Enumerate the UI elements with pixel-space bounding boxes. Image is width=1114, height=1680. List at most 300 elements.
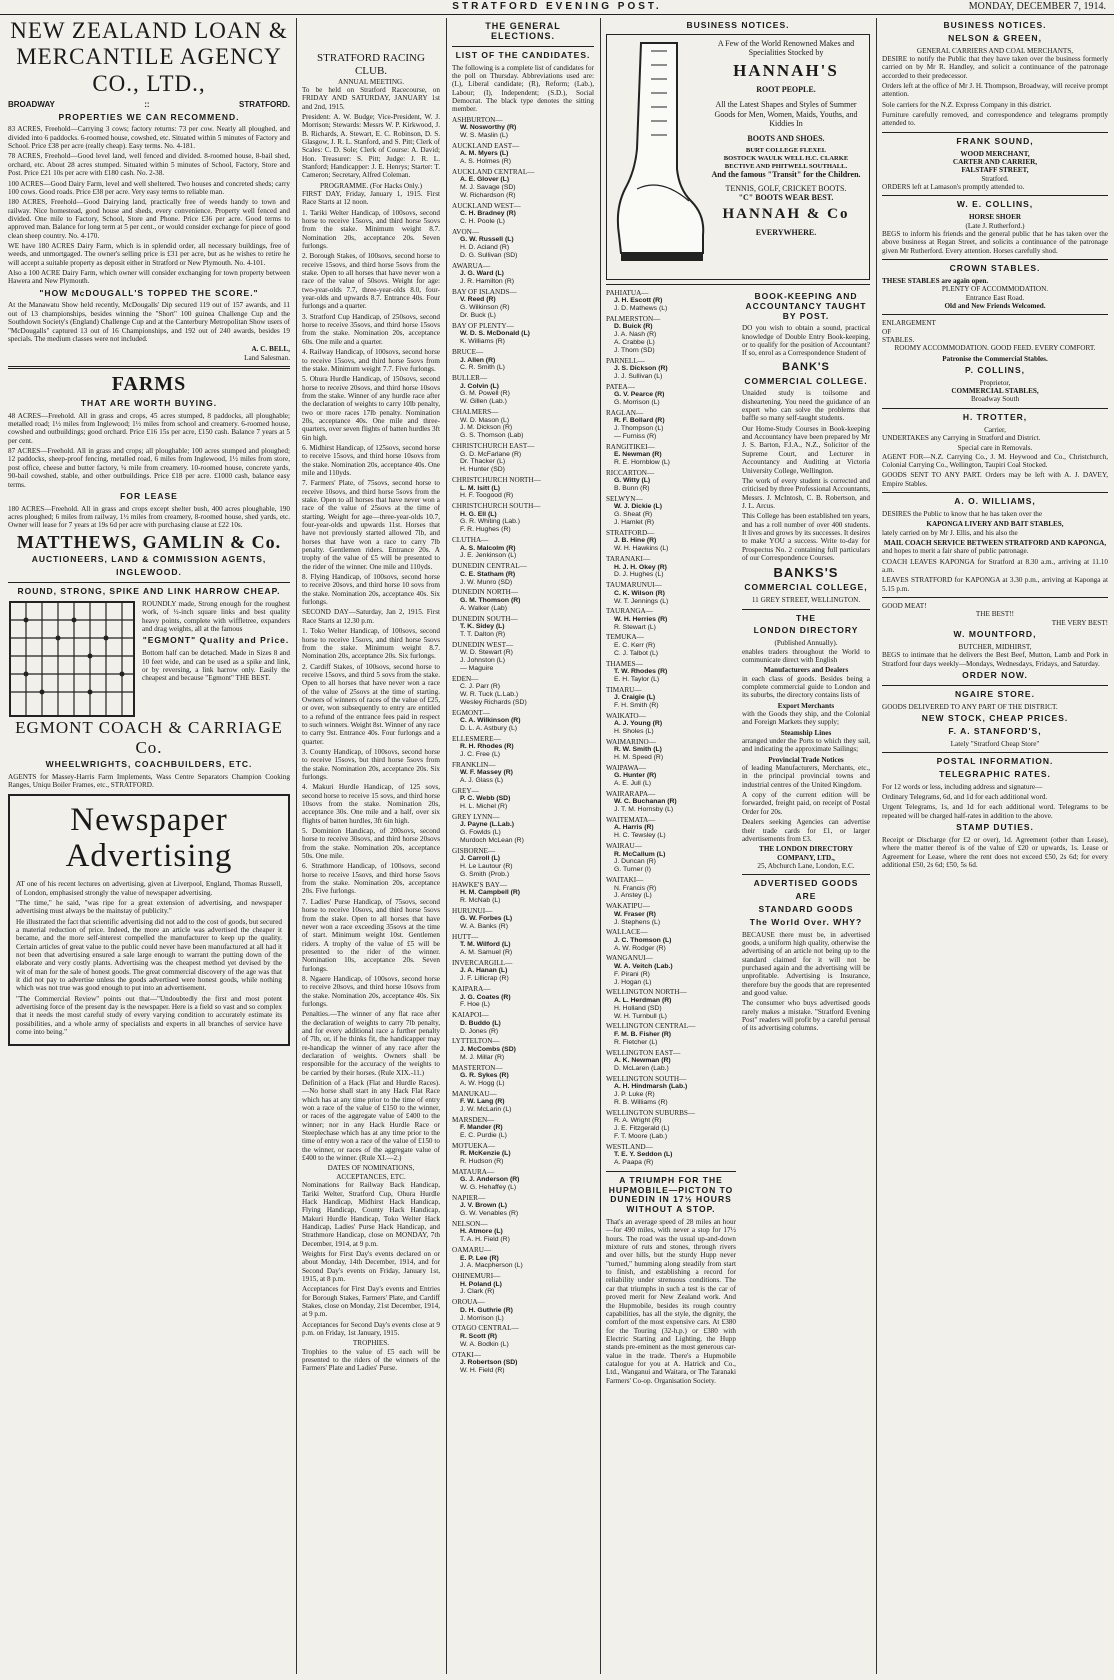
listing: WE have 180 ACRES Dairy Farm, which is in splendid order, all necessary buildings, free of weeds, and unmortgaged. The owner's selling price is £31 per acre, but as he wishes to retire he will accept a suitable property as deposit either in Stratford or New Plymouth. No. 4-101.	[8, 241, 290, 267]
electorate	[452, 374, 594, 406]
bookkeeping-text: The work of every student is corrected and criticised by three Professional Accountants, Messrs. J. McIntosh, C. B. Robertson, and J. L. Arcus.	[741, 476, 870, 510]
nz-loan-subhead: PROPERTIES WE CAN RECOMMEND.	[58, 111, 240, 122]
dates-text: Weights for First Day's events declared on or about Monday, 14th December, 1914, and for Second Day's events on Friday, January 1st, 1915, at 8 p.m.	[302, 1249, 440, 1283]
candidate: W. T. Jennings (L)	[614, 597, 669, 605]
race: 4. Makuri Hurdle Handicap, of 125 sovs, second horse to receive 15 sovs, and third horse 10sovs from the stake. Nomination 20s, acceptance 30s. One mile and a half, over six flights of batten hurdles, 3ft 6in high.	[302, 783, 440, 825]
divider	[882, 492, 1108, 493]
article-paragraph: "The time," he said, "was ripe for a great extension of advertising, and newspaper advertising must always be the mainstay of publicity."	[16, 898, 282, 916]
frank-sub: CARTER AND CARRIER,	[952, 158, 1038, 167]
electorate	[606, 1022, 736, 1046]
candidate: H. M. Speed (R)	[614, 754, 664, 762]
banks-name: BANKS'S	[773, 565, 839, 581]
boot-wear: "C" BOOTS WEAR BEST.	[738, 192, 834, 202]
electorate-name: PARNELL—	[606, 356, 645, 365]
electorate-name: WELLINGTON CENTRAL—	[606, 1022, 696, 1031]
candidate: B. Bunn (R)	[614, 485, 650, 493]
candidate: G. R. Sykes (R)	[460, 1071, 509, 1079]
candidate: J. Payne (L.Lab.)	[460, 821, 515, 829]
electorate-name: THAMES—	[606, 659, 643, 668]
electorate-name: WELLINGTON EAST—	[606, 1048, 681, 1057]
electorate-name: CLUTHA—	[452, 536, 489, 545]
newspaper-advertising-article	[8, 794, 290, 1047]
candidate: E. P. Lee (R)	[460, 1254, 499, 1262]
electorate-list	[606, 289, 736, 1167]
trotter-sub: Carrier,	[984, 425, 1006, 434]
electorate	[606, 581, 736, 605]
divider	[882, 314, 1108, 315]
electorate	[606, 529, 736, 553]
notice-text: lately carried on by Mr J. Ellis, and his also the	[882, 528, 1018, 537]
electorate	[452, 288, 594, 320]
electorate	[452, 1090, 594, 1114]
electorate	[452, 615, 594, 639]
electorate	[606, 790, 736, 814]
elections-sub: LIST OF THE CANDIDATES.	[455, 49, 591, 60]
candidate: J. Robertson (SD)	[460, 1358, 518, 1366]
column-rule	[600, 18, 601, 1674]
ld-address: 25, Abchurch Lane, London, E.C.	[757, 861, 855, 870]
candidate: G. M. Thomson (R)	[460, 596, 521, 604]
race: 3. Stratford Cup Handicap, of 250sovs, second horse to receive 35sovs, and third horse 15sovs from the stake. Nomination 20s, acceptance 60s. One mile and a quarter.	[302, 312, 440, 346]
candidate: J. R. Hamilton (R)	[460, 278, 515, 286]
electorate-name: PALMERSTON—	[606, 314, 661, 323]
candidate: W. S. Maslin (L)	[460, 132, 508, 140]
candidate: R. W. Smith (L)	[614, 746, 662, 754]
electorate	[606, 988, 736, 1020]
nz-loan-ad	[8, 18, 290, 362]
farms-title: FARMS	[111, 372, 187, 395]
candidate: J. V. Brown (L)	[460, 1202, 507, 1210]
electorate	[452, 1246, 594, 1270]
candidate: M. J. Savage (SD)	[460, 184, 516, 192]
frank-sub: WOOD MERCHANT,	[960, 149, 1030, 158]
electorate	[606, 1143, 736, 1167]
egmont-agents: AGENTS for Massey-Harris Farm Implements, Wass Centre Separators Champion Cooking Ranges, Uniqu Boiler Frames, etc., STRATFORD.	[8, 772, 290, 790]
hannah-brand: HANNAH'S	[733, 61, 839, 81]
electorate	[606, 383, 736, 407]
harrow-ad	[8, 587, 290, 790]
notice-text: Urgent Telegrams, 1s, and 1d for each additional word. Telegrams to be repeated will be charged half-rates in addition to the above.	[882, 803, 1108, 820]
candidate: W. Nosworthy (R)	[460, 124, 517, 132]
divider	[452, 46, 594, 47]
penalties: Penalties.—The winner of any flat race after the declaration of weights to carry 7lb penalty, and for every additional race a further penalty of 7lb, or, if he thinks fit, the handicapper may re-handicap the winner of any race after the declaration of weights. Owners shall be responsible for the accuracy of the weights to be carried by their horses. (Rule XIX.-11.)	[302, 1010, 440, 1077]
candidate: J. Colvin (L)	[460, 382, 499, 390]
advertised-text: BECAUSE there must be, in advertised goods, a uniform high quality, otherwise the advertising of an article not being up to the standard claimed for it will not be purchased again and the advertising will be unprofitable. Advertising is Insurance, therefore buy the goods that are represented and good value.	[741, 930, 870, 998]
candidate: R. H. Rhodes (R)	[460, 742, 514, 750]
candidate: F. Pirani (R)	[614, 970, 650, 978]
candidate: D. Buick (R)	[614, 323, 653, 331]
mcdougall-text: At the Manawatu Show held recently, McDougalls' Dip secured 119 out of 157 awards, and 11 out of 13 championships, besides winning the "Short" 100 guinea Challenge Cup and the Southdown Society's (England) Challenge Cup and at the Canterbury Metropolitan Show users of "McDougalls" captured 13 out of 16 Championships, and 192 out of 240 awards, besides 19 specials. The medium classes were not included.	[8, 301, 290, 343]
harrow-quality: "EGMONT" Quality and Price.	[142, 635, 290, 646]
candidate: F. Hoe (L)	[460, 1001, 490, 1009]
day-head: SECOND DAY—Saturday, Jan 2, 1915. First Race Starts at 12.30 p.m.	[302, 608, 440, 625]
ld-text: of leading Manufacturers, Merchants, etc., in the principal provincial towns and industrial centres of the United Kingdom.	[741, 764, 870, 789]
electorate-name: WELLINGTON SOUTH—	[606, 1074, 687, 1083]
electorate	[606, 1109, 736, 1141]
bookkeeping-text: Our Home-Study Courses in Book-keeping and Accountancy have been prepared by Mr J. S. Barton, F.I.A., N.Z., Solicitor of the Supreme Court, and Lecturer in Accountancy and Auditing at Victoria University College, Wellington.	[741, 424, 870, 475]
candidate: H. Hunter (SD)	[460, 466, 505, 474]
racing-text: To be held on Stratford Racecourse, on FRIDAY AND SATURDAY, JANUARY 1st and 2nd, 1915.	[302, 85, 440, 111]
notice-text: DESIRE to notify the Public that they have taken over the business formerly carried on by Mr R. Handley, and solicit a continuance of the patronage accorded to their predecessor.	[882, 55, 1108, 80]
electorate-name: OTAKI—	[452, 1350, 481, 1359]
business-notices-head: BUSINESS NOTICES.	[686, 20, 790, 30]
candidate: J. Allen (R)	[460, 356, 496, 364]
mountford-sub: BUTCHER, MIDHIRST,	[958, 642, 1032, 651]
notice-text: For 12 words or less, including address and signature—	[882, 782, 1043, 791]
race: 2. Borough Stakes, of 100sovs, second horse to receive 15sovs, and third horse 5sovs from the stake. Open to all horses that have never won a race of the value of 50sovs. Weight for age: two-year-olds 7.7, three-year-olds 8.0, four-year-olds and upwards 8.7. Entrance 40s. Four furlongs and a quarter.	[302, 252, 440, 311]
candidate: H. Atmore (L)	[460, 1228, 503, 1236]
frank-name: FRANK SOUND,	[956, 135, 1034, 146]
electorate	[606, 876, 736, 900]
electorate-name: GREY—	[452, 786, 479, 795]
race: 4. Railway Handicap, of 100sovs, second horse to receive 15sovs, and third horse 5sovs from the stake. Minimum weight 7.7. Five furlongs.	[302, 348, 440, 373]
electorate-name: OHINEMURI—	[452, 1272, 501, 1281]
candidate: R. A. Wright (R)	[614, 1116, 662, 1124]
electorate-name: CHRISTCHURCH NORTH—	[452, 476, 541, 485]
electorate	[452, 675, 594, 707]
mountford-name: W. MOUNTFORD,	[953, 629, 1037, 640]
candidate: J. A. Macpherson (L)	[460, 1262, 523, 1270]
race: 8. Flying Handicap, of 100sovs, second horse to receive 20sovs, and third horse 10 sovs from the stake. Nomination 20s, acceptance 40s. Six furlongs.	[302, 573, 440, 607]
electorate-name: EDEN—	[452, 674, 479, 683]
candidate: J. H. Escott (R)	[614, 297, 663, 305]
candidate: W. D. S. McDonald (L)	[460, 330, 530, 338]
candidate: J. F. Lillicrap (R)	[460, 975, 509, 983]
candidate: G. W. Russell (L)	[460, 236, 514, 244]
candidate: T. M. Wilford (L)	[460, 941, 511, 949]
boot-boots: BOOTS AND SHOES.	[747, 134, 825, 144]
column-4	[602, 18, 874, 1674]
race: 5. Ohura Hurdle Handicap, of 150sovs, second horse to receive 20sovs, and third horse 10sovs from the stake. Winner of any hurdle race after the declaration of weights to carry 10lb penalty, two or more races 17lb penalty. Nomination 20s, acceptance 40s. One mile and three-quarters, over seven flights of batten hurdles 3ft 6in high.	[302, 375, 440, 442]
notice-text: Furniture carefully removed, and correspondence and telegrams promptly attended to.	[882, 111, 1108, 128]
candidate: F. Mander (R)	[460, 1124, 503, 1132]
candidate: G. Hunter (R)	[614, 772, 657, 780]
candidate: T. W. Rhodes (R)	[614, 667, 668, 675]
candidate: H. Sholes (L)	[614, 727, 654, 735]
electorate-name: OTAGO CENTRAL—	[452, 1324, 519, 1333]
electorate	[606, 660, 736, 684]
candidate: D. Buddo (L)	[460, 1019, 501, 1027]
banks-college: COMMERCIAL COLLEGE,	[744, 582, 868, 593]
divider	[882, 195, 1108, 196]
electorate	[606, 443, 736, 467]
electorate-name: BAY OF ISLANDS—	[452, 288, 517, 297]
electorate-name: HUTT—	[452, 933, 479, 942]
candidate: T. T. Dalton (R)	[460, 630, 506, 638]
business-notices-head: BUSINESS NOTICES.	[943, 20, 1047, 30]
notice-text: PLENTY OF ACCOMMODATION.	[941, 285, 1049, 294]
nz-loan-address	[8, 100, 290, 109]
electorate-name: BULLER—	[452, 374, 488, 383]
candidate: Dr. Thacker (L)	[460, 458, 506, 466]
divider	[8, 366, 290, 369]
nz-loan-title: NEW ZEALAND LOAN & MERCANTILE AGENCY CO., LTD.,	[10, 18, 288, 96]
candidate: C. E. Statham (R)	[460, 570, 516, 578]
candidate: J. A. Nash (R)	[614, 331, 657, 339]
trophies-text: Trophies to the value of £5 each will be presented to the riders of the winners of the Farmers' Plate and Ladies' Purse.	[302, 1347, 440, 1373]
candidate: T. K. Sidey (L)	[460, 622, 505, 630]
candidate: D. G. Sullivan (SD)	[460, 252, 518, 260]
collins-late: (Late J. Rutherford.)	[965, 221, 1025, 230]
notice-text: OF	[882, 327, 892, 336]
notice-text: Entrance East Road.	[965, 293, 1025, 302]
electorate-name: TIMARU—	[606, 685, 642, 694]
candidate: F. R. Hughes (R)	[460, 526, 511, 534]
candidate: A. Paapa (R)	[614, 1158, 654, 1166]
electorate-name: BRUCE—	[452, 348, 484, 357]
candidate: J. G. Ward (L)	[460, 270, 504, 278]
candidate: G. Turner (I)	[614, 866, 652, 874]
candidate: R. Scott (R)	[460, 1332, 498, 1340]
candidate: — Furniss (R)	[614, 433, 657, 441]
electorate	[606, 289, 736, 313]
commercial-stables: COMMERCIAL STABLES,	[951, 387, 1039, 396]
notice-text: MAIL COACH SERVICE BETWEEN STRATFORD AND KAPONGA,	[883, 538, 1107, 547]
electorate	[606, 928, 736, 952]
candidate: J. Clark (R)	[460, 1288, 495, 1296]
candidate: H. L. Michel (R)	[460, 803, 508, 811]
postal-head: POSTAL INFORMATION.	[936, 756, 1054, 767]
candidate: A. E. Jull (L)	[614, 780, 652, 788]
electorate	[606, 495, 736, 527]
candidate: A. S. Holmes (R)	[460, 158, 511, 166]
electorate	[452, 787, 594, 811]
electorate	[452, 202, 594, 226]
banks-college: COMMERCIAL COLLEGE.	[744, 375, 868, 386]
divider	[882, 597, 1108, 598]
electorate-name: NELSON—	[452, 1220, 488, 1229]
electorate-name: ASHBURTON—	[452, 115, 503, 124]
candidate: J. M. Dickson (R)	[460, 424, 513, 432]
candidate: H. J. H. Okey (R)	[614, 563, 667, 571]
electorate	[452, 933, 594, 957]
electorate-name: KAIAPOI—	[452, 1011, 489, 1020]
electorate-name: CHRISTCHURCH SOUTH—	[452, 502, 541, 511]
candidate: W. Fraser (R)	[614, 910, 656, 918]
commercial-address: Broadway South	[970, 395, 1020, 404]
electorate-name: MOTUEKA—	[452, 1141, 496, 1150]
electorate-name: CHRISTCHURCH EAST—	[452, 442, 535, 451]
candidate: A. H. Hindmarsh (Lab.)	[614, 1082, 688, 1090]
electorate	[452, 1142, 594, 1166]
electorate-name: INVERCARGILL—	[452, 959, 513, 968]
electorate	[452, 408, 594, 440]
electorate-name: FRANKLIN—	[452, 760, 496, 769]
candidate: Murdoch McLean (R)	[460, 837, 524, 845]
bookkeeping-text: DO you wish to obtain a sound, practical knowledge of Double Entry Book-keeping, or to qualify for the position of Accountant? If so, enrol as a Correspondence Student of	[741, 324, 870, 358]
stanford-sub: Lately "Stratford Cheap Store"	[950, 739, 1040, 748]
notice-text: THESE STABLES are again open.	[882, 276, 989, 285]
electorate-name: AUCKLAND EAST—	[452, 141, 520, 150]
electorate	[606, 712, 736, 736]
candidate: R. B. Williams (R)	[614, 1098, 668, 1106]
race: 1. Toko Welter Handicap, of 100sovs, second horse to receive 15sovs, and third horse 5sovs from the stake. Minimum weight 8.7. Nomination 20s, acceptance 20s. Six furlongs.	[302, 627, 440, 661]
banks-name: BANK'S	[782, 360, 830, 373]
candidate: R. Fletcher (L)	[614, 1038, 658, 1046]
frank-town: Stratford.	[981, 174, 1009, 183]
notice-text: BEGS to intimate that he delivers the Best Beef, Mutton, Lamb and Pork in Stratford four days weekly—Mondays, Wednesdays, Fridays, and Saturday.	[882, 651, 1108, 668]
divider	[8, 582, 290, 583]
electorate-name: MANUKAU—	[452, 1089, 497, 1098]
divider	[606, 284, 870, 285]
electorate	[606, 738, 736, 762]
candidate: R. McKenzie (L)	[460, 1150, 511, 1158]
boot-everywhere: EVERYWHERE.	[755, 227, 817, 237]
boot-makes: BURT COLLEGE FLEXEL	[745, 147, 827, 155]
electorate	[452, 1220, 594, 1244]
ld-text: with the Goods they ship, and the Colonial and Foreign Markets they supply;	[741, 710, 870, 727]
bookkeeping-column	[742, 289, 870, 1387]
electorate	[606, 902, 736, 926]
electorate	[452, 1351, 594, 1375]
listing: 180 ACRES, Freehold—Good Dairying land, practically free of weeds handy to town and railway. Nice homestead, good house and sheds, every convenience. Property well fenced and divided. One mile to Factory, School, Store and Phone. Price £36 per acre. Good terms to approved man. Balance for long term at 5 per cent., or would consider exchange for piece of good clean sheep country. No. 4-170.	[8, 198, 290, 240]
candidate: A. M. Samuel (R)	[460, 949, 513, 957]
collins-sub: HORSE SHOER	[968, 213, 1022, 222]
trotter-name: H. TROTTER,	[962, 411, 1028, 422]
race: 3. County Handicap, of 100sovs, second horse to receive 15sovs, but third horse 5sovs from the stake. Nomination 20s, acceptance 20s. Six furlongs.	[302, 747, 440, 781]
electorate	[452, 1037, 594, 1061]
electorate	[452, 1116, 594, 1140]
candidate: A. J. Young (R)	[614, 720, 663, 728]
trophies-head: TROPHIES.	[352, 1339, 390, 1348]
race: 1. Tariki Welter Handicap, of 100sovs, second horse to receive 15sovs, and third horse 5sovs from the stake. Minimum weight 8.7. Nomination 20s, acceptance 20s. Seven furlongs.	[302, 208, 440, 251]
racing-sub: ANNUAL MEETING.	[337, 77, 404, 86]
candidate: C. J. Parr (R)	[460, 682, 501, 690]
notice-text: COACH LEAVES KAPONGA for Stratford at 8.30 a.m., arriving at 11.10 a.m.	[882, 557, 1108, 574]
electorate-name: WELLINGTON SUBURBS—	[606, 1108, 696, 1117]
race: 2. Cardiff Stakes, of 100sovs, second horse to receive 15sovs, and third 5 sovs from the stake. Open to all horses that have never won a race of the value of 25sovs at the time of starting. Owners of winners of races of the value of £25, or over, won subsequently to entry are entitled to a refund of the entrance fees paid in respect to such winners. Weight 8st. Winner of any race to carry 9st. Entrance 40s. Four furlongs and a quarter.	[302, 662, 440, 746]
ld-text: arranged under the Ports to which they sail, and indicating the approximate Sailings;	[741, 737, 870, 754]
candidate: G. Witty (L)	[614, 477, 651, 485]
notice-text: Special care in Removals.	[957, 444, 1033, 453]
advertised-text: The consumer who buys advertised goods rarely makes a mistake. "Stratford Evening Post" readers will profit by a careful perusal of its advertising columns.	[741, 999, 870, 1033]
candidate: J. B. Hine (R)	[614, 537, 657, 545]
candidate: R. McNab (L)	[460, 897, 501, 905]
electorate-name: WESTLAND—	[606, 1142, 653, 1151]
notice-text: ENLARGEMENT	[882, 319, 936, 328]
candidate: W. J. Dickie (L)	[614, 503, 662, 511]
electorate-name: DUNEDIN CENTRAL—	[452, 562, 527, 571]
notice-text: Ordinary Telegrams, 6d, and 1d for each additional word.	[882, 793, 1048, 802]
electorate	[606, 555, 736, 579]
candidate: W. Richardson (R)	[460, 192, 516, 200]
candidate: J. W. McLarin (L)	[460, 1105, 512, 1113]
column-3	[448, 18, 598, 1674]
electorate-name: MASTERTON—	[452, 1063, 503, 1072]
electorate	[452, 1168, 594, 1192]
divider	[606, 1171, 736, 1172]
electorate	[452, 709, 594, 733]
candidate: J. McCombs (SD)	[460, 1045, 516, 1053]
divider	[742, 609, 870, 610]
candidate: R. E. Hornblow (L)	[614, 459, 670, 467]
electorate	[606, 315, 736, 355]
electorate	[452, 322, 594, 346]
electorate	[452, 1298, 594, 1322]
race: 7. Farmers' Plate, of 75sovs, second horse to receive 10sovs, and third horse 5sovs from the stake. Open to all horses that have never won a race of the value of 25sovs at the time of starting. Weight for age—three-year-olds 10.7, four-year-olds and upwards 11st. Horses that have not previously started allowed 7lb, and horses that have won a race to carry 7lb penalty. Gentlemen riders. Entrance 20s. A trophy of the value of £5 will be presented to the rider of the winner. One mile and 110yds.	[302, 479, 440, 571]
candidate: W. F. Massey (R)	[460, 769, 513, 777]
candidate: H. D. Acland (R)	[460, 244, 510, 252]
electorate-name: TEMUKA—	[606, 633, 644, 642]
electorate-name: ELLESMERE—	[452, 734, 501, 743]
ld-head: Provincial Trade Notices	[768, 755, 844, 764]
candidate: H. F. Toogood (R)	[460, 492, 514, 500]
meat-line: THE BEST!!	[975, 610, 1015, 619]
candidate: A. Harris (R)	[614, 824, 654, 832]
electorate	[452, 907, 594, 931]
divider	[882, 259, 1108, 260]
racing-text: President: A. W. Budge; Vice-President, W. J. Morrison; Stewards: Messrs W. P. Kirkwood, J. B. Richards, A. Stewart, E. C. Robinson, D. S. Glasgow, J. R. L. Stanford, and S. Pitt; Clerk of Scales: C. D. Sole; Clerk of Course: A. David; Hon. Treasurer: S. Pitt; Judge: J. R. L. Stanford; Handicapper: J. E. Henrys; Starter: T. Cameron; Secretary, Alfred Coleman.	[302, 112, 440, 180]
electorate	[606, 816, 736, 840]
candidate: W. A. Banks (R)	[460, 923, 508, 931]
candidate: J. Hogan (L)	[614, 978, 652, 986]
electorate	[606, 1049, 736, 1073]
notice-text: and hopes to merit a fair share of public patronage.	[882, 547, 1029, 556]
candidate: D. L. A. Astbury (L)	[460, 724, 518, 732]
candidate: J. Thompson (L)	[614, 425, 664, 433]
race: 5. Dominion Handicap, of 200sovs, second horse to receive 30sovs, and third horse 20sovs from the stake. Nomination 20s, acceptance 50s. One mile.	[302, 827, 440, 861]
electorate	[452, 847, 594, 879]
signature-title: Land Salesman.	[244, 353, 290, 362]
ld-head: Steamship Lines	[780, 728, 832, 737]
electorate	[606, 607, 736, 631]
candidate: L. M. Isitt (L)	[460, 484, 501, 492]
ld-head: Manufacturers and Dealers	[763, 666, 849, 675]
matthews-town: INGLEWOOD.	[116, 567, 182, 578]
electorate-name: OROUA—	[452, 1298, 485, 1307]
stanford-name: F. A. STANFORD'S,	[948, 725, 1042, 736]
listing: Also a 100 ACRE Dairy Farm, which owner will consider exchanging for town property between Hawera and New Plymouth.	[8, 268, 290, 286]
electorate	[452, 1064, 594, 1088]
ld-sub: (Published Annually).	[774, 639, 838, 648]
electorate-name: DUNEDIN WEST—	[452, 640, 514, 649]
candidate: G. S. Thomson (Lab)	[460, 432, 524, 440]
candidate: W. H. Hawkins (L)	[614, 545, 669, 553]
electorate-name: NAPIER—	[452, 1193, 486, 1202]
racing-club-title: STRATFORD RACING CLUB.	[317, 52, 425, 77]
notice-text: AGENT FOR—N.Z. Carrying Co., J. M. Heywood and Co., Christchurch, Colonial Carrying Co., Wellington, Taupiri Coal Stocked.	[882, 452, 1108, 470]
electorate	[452, 881, 594, 905]
electorate	[452, 228, 594, 260]
notice-text: Orders left at the office of Mr J. H. Thompson, Broadway, will receive prompt attention.	[882, 82, 1108, 99]
electorate-name: TAURANGA—	[606, 607, 653, 616]
london-directory-title: LONDON DIRECTORY	[753, 625, 859, 636]
notice-text: GOODS SENT TO ANY PART. Orders may be left with A. J. DAVEY, Empire Stables.	[882, 471, 1108, 488]
candidate: J. Duncan (R)	[614, 858, 656, 866]
candidate: E. C. Kerr (R)	[614, 641, 656, 649]
candidate: A. M. Myers (L)	[460, 150, 509, 158]
listing: 180 ACRES—Freehold. All in grass and crops except shelter bush, 400 acres ploughable, 190 acres ploughed; 6 miles from railway, 1½ miles from creamery, 8-roomed house, shed yards, etc. Owner will lease for 7 years at 19s 6d per acre with purchasing clause at £22 10s.	[8, 504, 290, 530]
electorate-name: WAITAKI—	[606, 876, 644, 885]
electorate-name: BAY OF PLENTY—	[452, 322, 514, 331]
divider	[882, 685, 1108, 686]
candidate: J. Stephens (L)	[614, 918, 661, 926]
matthews-sub: AUCTIONEERS, LAND & COMMISSION AGENTS,	[31, 554, 267, 565]
candidate: J. D. Mathews (L)	[614, 305, 668, 313]
listing: 83 ACRES, Freehold—Carrying 3 cows; factory returns: 73 per cow. Nearly all ploughed, and divided into 6 paddocks. 6-roomed house, cowshed, etc. Situated within 5 minutes of Factory and School. Price £38 per acre (really cheap). Easy terms. No. 4-181.	[8, 125, 290, 151]
candidate: J. C. Thomson (L)	[614, 936, 672, 944]
candidate: A. K. Newman (R)	[614, 1056, 671, 1064]
candidate: E. H. Taylor (L)	[614, 675, 660, 683]
candidate: G. W. Forbes (L)	[460, 915, 513, 923]
candidate: G. V. Pearce (R)	[614, 391, 665, 399]
candidate: F. H. Smith (R)	[614, 701, 659, 709]
bookkeeping-text: Unaided study is toilsome and disheartening. You need the guidance of an expert who can solve the problems that baffle so many self-taught students.	[741, 389, 870, 423]
electorate	[452, 985, 594, 1009]
dates-text: Acceptances for Second Day's events close at 9 p.m. on Friday, 1st January, 1915.	[302, 1320, 440, 1337]
ld-text: A copy of the current edition will be forwarded, freight paid, on receipt of Postal Order for 20s.	[741, 791, 870, 816]
ngaire-store: NGAIRE STORE.	[955, 688, 1035, 699]
